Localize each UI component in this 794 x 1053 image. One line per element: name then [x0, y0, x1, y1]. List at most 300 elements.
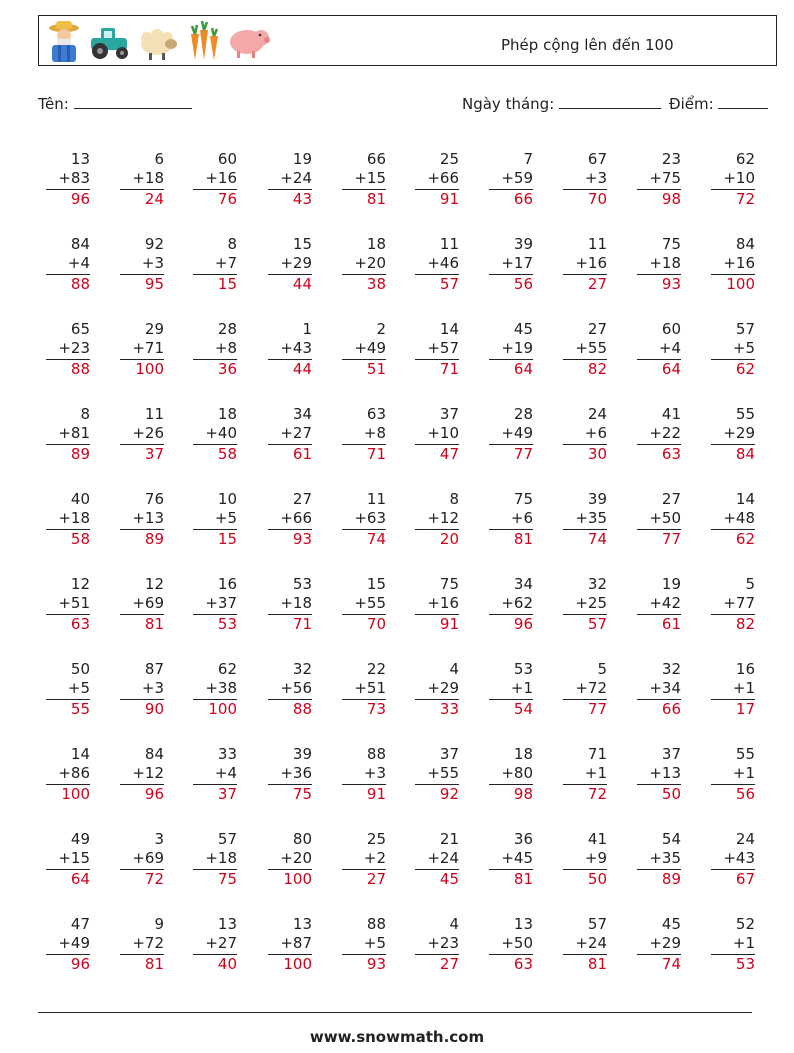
addend-bottom: +12 [427, 509, 459, 527]
addition-problem [415, 745, 459, 803]
answer: 37 [144, 445, 164, 463]
addition-problem [563, 575, 607, 633]
addition-problem [193, 915, 237, 973]
answer: 57 [439, 275, 459, 293]
addition-problem [193, 490, 237, 548]
addition-problem [342, 405, 386, 463]
addend-bottom: +7 [214, 254, 237, 272]
answer: 15 [217, 275, 237, 293]
answer: 96 [144, 785, 164, 803]
answer: 100 [283, 955, 312, 973]
addition-problem [563, 235, 607, 293]
addend-top: 11 [366, 490, 386, 508]
answer: 81 [366, 190, 386, 208]
addend-top: 88 [366, 915, 386, 933]
addend-top: 80 [292, 830, 312, 848]
addend-bottom: +3 [363, 764, 386, 782]
addition-problem [711, 745, 755, 803]
addend-top: 21 [439, 830, 459, 848]
date-field [462, 94, 661, 113]
addition-problem [342, 320, 386, 378]
sheep-icon [135, 20, 179, 62]
addition-problem [711, 150, 755, 208]
answer: 89 [70, 445, 90, 463]
answer: 62 [735, 360, 755, 378]
answer: 72 [587, 785, 607, 803]
answer: 20 [439, 530, 459, 548]
addend-top: 36 [513, 830, 533, 848]
addition-problem [489, 150, 533, 208]
answer: 91 [439, 190, 459, 208]
answer: 56 [735, 785, 755, 803]
name-field [38, 94, 192, 113]
addend-bottom: +4 [658, 339, 681, 357]
addition-problem [193, 405, 237, 463]
answer: 81 [587, 955, 607, 973]
addition-problem [120, 235, 164, 293]
answer: 71 [366, 445, 386, 463]
addend-bottom: +10 [723, 169, 755, 187]
addend-bottom: +49 [501, 424, 533, 442]
addend-top: 41 [587, 830, 607, 848]
addition-problem [268, 660, 312, 718]
answer: 71 [292, 615, 312, 633]
addend-bottom: +24 [280, 169, 312, 187]
addend-top: 49 [70, 830, 90, 848]
addend-top: 27 [292, 490, 312, 508]
addition-problem [489, 405, 533, 463]
addition-problem [415, 235, 459, 293]
addition-problem [415, 490, 459, 548]
answer: 95 [144, 275, 164, 293]
addition-problem [415, 830, 459, 888]
addition-problem [489, 490, 533, 548]
addition-problem [489, 235, 533, 293]
addition-problem [711, 405, 755, 463]
addend-top: 53 [513, 660, 533, 678]
carrots-icon [183, 20, 223, 62]
addend-bottom: +1 [732, 764, 755, 782]
addend-top: 2 [376, 320, 386, 338]
addend-top: 57 [587, 915, 607, 933]
addition-problem [415, 915, 459, 973]
addend-bottom: +36 [280, 764, 312, 782]
addend-top: 57 [735, 320, 755, 338]
addend-top: 57 [217, 830, 237, 848]
addend-top: 62 [735, 150, 755, 168]
addition-problem [46, 915, 90, 973]
addition-problem [342, 745, 386, 803]
answer: 84 [735, 445, 755, 463]
answer: 53 [217, 615, 237, 633]
addition-problem [637, 320, 681, 378]
addend-bottom: +25 [575, 594, 607, 612]
header-box [38, 15, 777, 66]
answer: 63 [513, 955, 533, 973]
addend-bottom: +27 [280, 424, 312, 442]
addend-bottom: +77 [723, 594, 755, 612]
addition-problem [489, 660, 533, 718]
answer: 100 [726, 275, 755, 293]
addition-problem [637, 660, 681, 718]
answer: 70 [366, 615, 386, 633]
addend-top: 4 [449, 915, 459, 933]
addend-top: 37 [661, 745, 681, 763]
addend-bottom: +1 [510, 679, 533, 697]
addend-bottom: +3 [141, 679, 164, 697]
answer: 91 [439, 615, 459, 633]
addition-problem [46, 235, 90, 293]
addend-bottom: +1 [732, 934, 755, 952]
addend-bottom: +22 [649, 424, 681, 442]
answer: 77 [587, 700, 607, 718]
addend-bottom: +18 [649, 254, 681, 272]
name-label: Tên: [38, 95, 69, 113]
addend-top: 5 [745, 575, 755, 593]
addend-bottom: +6 [510, 509, 533, 527]
answer: 89 [661, 870, 681, 888]
addition-problem [415, 405, 459, 463]
addition-problem [489, 745, 533, 803]
addend-top: 15 [366, 575, 386, 593]
addend-bottom: +16 [205, 169, 237, 187]
addend-top: 28 [217, 320, 237, 338]
addition-problem [415, 320, 459, 378]
addend-bottom: +80 [501, 764, 533, 782]
addend-top: 13 [513, 915, 533, 933]
answer: 91 [366, 785, 386, 803]
addend-bottom: +51 [354, 679, 386, 697]
answer: 98 [513, 785, 533, 803]
addend-top: 39 [587, 490, 607, 508]
addend-bottom: +69 [132, 594, 164, 612]
answer: 54 [513, 700, 533, 718]
addend-bottom: +6 [584, 424, 607, 442]
addend-bottom: +26 [132, 424, 164, 442]
addend-bottom: +40 [205, 424, 237, 442]
addend-top: 65 [70, 320, 90, 338]
addition-problem [563, 830, 607, 888]
addition-problem [268, 745, 312, 803]
addend-top: 33 [217, 745, 237, 763]
addend-top: 12 [70, 575, 90, 593]
answer: 57 [587, 615, 607, 633]
date-label: Ngày tháng: [462, 95, 555, 113]
addend-top: 15 [292, 235, 312, 253]
addend-bottom: +55 [575, 339, 607, 357]
addition-problem [120, 575, 164, 633]
addend-bottom: +15 [58, 849, 90, 867]
answer: 93 [292, 530, 312, 548]
addition-problem [563, 405, 607, 463]
answer: 71 [439, 360, 459, 378]
addend-bottom: +5 [67, 679, 90, 697]
addend-top: 84 [70, 235, 90, 253]
addend-top: 12 [144, 575, 164, 593]
answer: 89 [144, 530, 164, 548]
addition-problem [268, 235, 312, 293]
addend-top: 8 [449, 490, 459, 508]
addend-top: 67 [587, 150, 607, 168]
addend-top: 45 [661, 915, 681, 933]
addend-top: 66 [366, 150, 386, 168]
addition-problem [46, 575, 90, 633]
answer: 74 [366, 530, 386, 548]
answer: 81 [513, 870, 533, 888]
addition-problem [193, 830, 237, 888]
addend-top: 52 [735, 915, 755, 933]
addend-top: 22 [366, 660, 386, 678]
farmer-icon [45, 20, 83, 62]
answer: 96 [70, 190, 90, 208]
addend-bottom: +16 [427, 594, 459, 612]
addition-problem [268, 830, 312, 888]
addend-bottom: +50 [649, 509, 681, 527]
addend-top: 13 [292, 915, 312, 933]
answer: 56 [513, 275, 533, 293]
addition-problem [711, 235, 755, 293]
addend-top: 39 [513, 235, 533, 253]
addend-top: 8 [227, 235, 237, 253]
addition-problem [46, 830, 90, 888]
answer: 38 [366, 275, 386, 293]
addition-problem [268, 490, 312, 548]
addend-bottom: +38 [205, 679, 237, 697]
answer: 37 [217, 785, 237, 803]
addend-top: 60 [217, 150, 237, 168]
addend-top: 45 [513, 320, 533, 338]
answer: 15 [217, 530, 237, 548]
answer: 40 [217, 955, 237, 973]
addend-top: 28 [513, 405, 533, 423]
addend-bottom: +75 [649, 169, 681, 187]
addition-problem [268, 575, 312, 633]
addition-problem [120, 915, 164, 973]
addition-problem [342, 235, 386, 293]
answer: 17 [735, 700, 755, 718]
addend-bottom: +69 [132, 849, 164, 867]
answer: 93 [366, 955, 386, 973]
addend-top: 50 [70, 660, 90, 678]
answer: 82 [735, 615, 755, 633]
addend-bottom: +87 [280, 934, 312, 952]
addend-top: 11 [144, 405, 164, 423]
addend-top: 23 [661, 150, 681, 168]
addend-bottom: +4 [214, 764, 237, 782]
addend-bottom: +3 [584, 169, 607, 187]
addition-problem [120, 830, 164, 888]
answer: 74 [661, 955, 681, 973]
addition-problem [711, 660, 755, 718]
addend-bottom: +59 [501, 169, 533, 187]
addend-bottom: +19 [501, 339, 533, 357]
addend-top: 41 [661, 405, 681, 423]
addend-bottom: +66 [280, 509, 312, 527]
footer-site: www.snowmath.com [309, 1028, 485, 1046]
addend-top: 27 [661, 490, 681, 508]
answer: 75 [292, 785, 312, 803]
answer: 77 [513, 445, 533, 463]
addend-top: 29 [144, 320, 164, 338]
addition-problem [415, 575, 459, 633]
addend-top: 14 [439, 320, 459, 338]
addition-problem [46, 660, 90, 718]
addition-problem [120, 745, 164, 803]
addend-bottom: +45 [501, 849, 533, 867]
answer: 62 [735, 530, 755, 548]
addend-top: 63 [366, 405, 386, 423]
addend-top: 92 [144, 235, 164, 253]
addition-problem [342, 150, 386, 208]
addend-bottom: +29 [723, 424, 755, 442]
addend-bottom: +18 [205, 849, 237, 867]
addend-bottom: +49 [354, 339, 386, 357]
addition-problem [489, 915, 533, 973]
addend-top: 10 [217, 490, 237, 508]
addition-problem [120, 660, 164, 718]
addend-bottom: +48 [723, 509, 755, 527]
addend-top: 55 [735, 405, 755, 423]
addend-top: 1 [302, 320, 312, 338]
score-field [669, 94, 768, 113]
addend-bottom: +2 [363, 849, 386, 867]
addition-problem [563, 745, 607, 803]
addend-bottom: +66 [427, 169, 459, 187]
answer: 72 [144, 870, 164, 888]
addend-top: 7 [523, 150, 533, 168]
addend-bottom: +29 [280, 254, 312, 272]
addition-problem [342, 660, 386, 718]
answer: 93 [661, 275, 681, 293]
addend-top: 16 [735, 660, 755, 678]
addend-top: 34 [513, 575, 533, 593]
addition-problem [711, 320, 755, 378]
answer: 96 [513, 615, 533, 633]
addend-top: 25 [439, 150, 459, 168]
answer: 96 [70, 955, 90, 973]
answer: 100 [135, 360, 164, 378]
addend-bottom: +71 [132, 339, 164, 357]
addend-top: 9 [154, 915, 164, 933]
addend-bottom: +72 [575, 679, 607, 697]
answer: 45 [439, 870, 459, 888]
addend-bottom: +24 [427, 849, 459, 867]
answer: 24 [144, 190, 164, 208]
addend-bottom: +86 [58, 764, 90, 782]
addend-top: 24 [735, 830, 755, 848]
answer: 44 [292, 275, 312, 293]
addition-problem [193, 320, 237, 378]
score-label: Điểm: [669, 95, 714, 113]
name-blank [74, 94, 192, 109]
icon-strip [45, 20, 275, 62]
addend-top: 3 [154, 830, 164, 848]
answer: 81 [144, 955, 164, 973]
addend-bottom: +24 [575, 934, 607, 952]
footer-divider [38, 1012, 752, 1013]
addend-top: 75 [661, 235, 681, 253]
addition-problem [637, 405, 681, 463]
addend-top: 14 [735, 490, 755, 508]
addend-top: 34 [292, 405, 312, 423]
addend-top: 19 [661, 575, 681, 593]
answer: 88 [70, 275, 90, 293]
addition-problem [193, 150, 237, 208]
addend-top: 71 [587, 745, 607, 763]
answer: 64 [70, 870, 90, 888]
addend-top: 62 [217, 660, 237, 678]
answer: 82 [587, 360, 607, 378]
addition-problem [415, 150, 459, 208]
answer: 27 [439, 955, 459, 973]
addend-top: 87 [144, 660, 164, 678]
addend-bottom: +8 [214, 339, 237, 357]
addition-problem [46, 320, 90, 378]
addend-bottom: +5 [214, 509, 237, 527]
addition-problem [46, 490, 90, 548]
answer: 53 [735, 955, 755, 973]
answer: 51 [366, 360, 386, 378]
pig-icon [225, 20, 273, 62]
addition-problem [342, 830, 386, 888]
addition-problem [120, 150, 164, 208]
addition-problem [268, 915, 312, 973]
addend-bottom: +62 [501, 594, 533, 612]
answer: 64 [661, 360, 681, 378]
answer: 27 [587, 275, 607, 293]
addend-top: 24 [587, 405, 607, 423]
addend-top: 27 [587, 320, 607, 338]
answer: 73 [366, 700, 386, 718]
addition-problem [563, 320, 607, 378]
answer: 36 [217, 360, 237, 378]
addition-problem [342, 915, 386, 973]
addition-problem [268, 150, 312, 208]
addend-bottom: +35 [575, 509, 607, 527]
addition-problem [711, 915, 755, 973]
answer: 70 [587, 190, 607, 208]
addend-bottom: +4 [67, 254, 90, 272]
addend-top: 76 [144, 490, 164, 508]
addend-bottom: +17 [501, 254, 533, 272]
addend-bottom: +29 [427, 679, 459, 697]
addend-bottom: +55 [427, 764, 459, 782]
date-blank [559, 94, 661, 109]
addend-bottom: +42 [649, 594, 681, 612]
addend-top: 84 [735, 235, 755, 253]
addend-bottom: +56 [280, 679, 312, 697]
answer: 61 [661, 615, 681, 633]
addend-top: 54 [661, 830, 681, 848]
addend-top: 6 [154, 150, 164, 168]
addition-problem [711, 830, 755, 888]
addend-top: 4 [449, 660, 459, 678]
answer: 100 [61, 785, 90, 803]
addend-top: 32 [292, 660, 312, 678]
answer: 81 [144, 615, 164, 633]
answer: 58 [70, 530, 90, 548]
addition-problem [120, 490, 164, 548]
addend-top: 11 [587, 235, 607, 253]
addition-problem [637, 830, 681, 888]
addend-top: 37 [439, 405, 459, 423]
addend-top: 5 [597, 660, 607, 678]
answer: 100 [283, 870, 312, 888]
answer: 66 [661, 700, 681, 718]
page-title: Phép cộng lên đến 100 [501, 36, 674, 54]
addend-bottom: +72 [132, 934, 164, 952]
tractor-icon [87, 20, 131, 62]
